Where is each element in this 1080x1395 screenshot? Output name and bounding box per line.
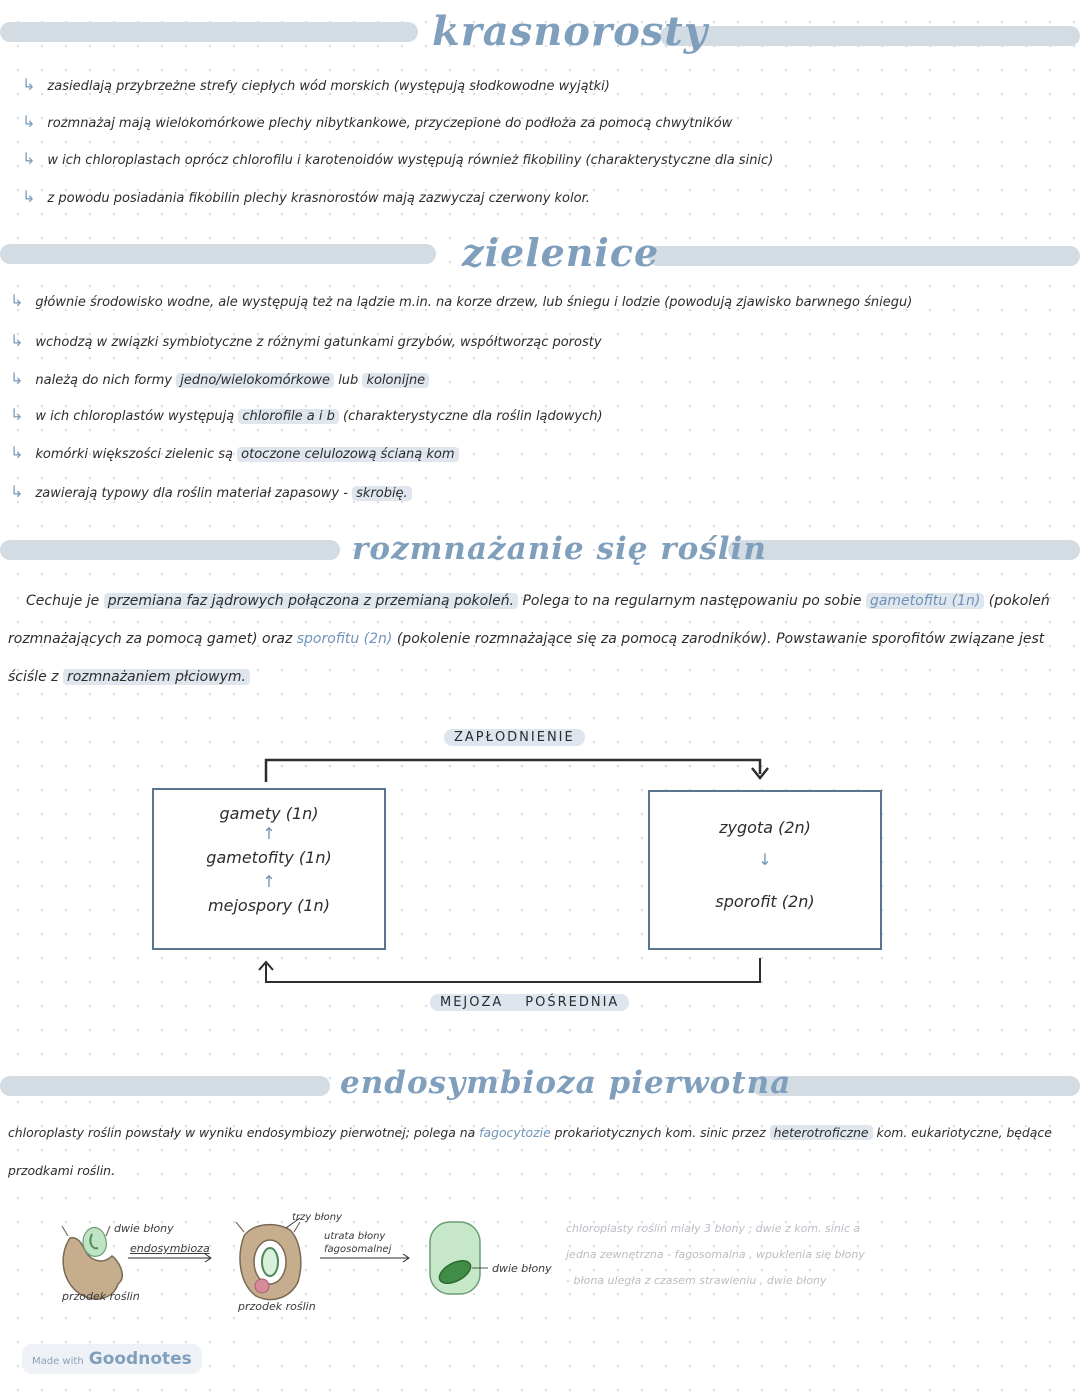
fig3-label-dwie-blony: dwie błony (492, 1262, 552, 1275)
list-item: ↳ z powodu posiadania fikobilin plechy krasnorostów mają zazwyczaj czerwony kolor. (22, 187, 590, 206)
note-chloroplasty: chloroplasty roślin miały 3 błony ; dwie z kom. sinic a jedna zewnętrzna - fagosomalna , wpuklenia się błony - błona uległa z czasem strawieniu , dwie błony (566, 1222, 865, 1287)
return-arrow-icon: ↳ (22, 149, 36, 168)
fig2-label-trzy-blony: trzy błony (292, 1212, 342, 1223)
list-item: ↳ w ich chloroplastów występują chlorofile a i b (charakterystyczne dla roślin lądowych) (10, 405, 603, 424)
section-title-zielenice: zielenice (462, 230, 660, 275)
return-arrow-icon: ↳ (10, 443, 24, 462)
return-arrow-icon: ↳ (10, 482, 24, 501)
highlight: heterotroficzne (770, 1125, 873, 1140)
return-arrow-icon: ↳ (22, 112, 36, 131)
section-title-krasnorosty: krasnorosty (432, 8, 708, 55)
cell-ancestor-1 (62, 1226, 122, 1299)
return-arrow-icon: ↳ (10, 291, 24, 310)
fig1-label-dwie-blony: dwie błony (114, 1222, 174, 1235)
fig1-label-endosymbioza: endosymbioza (130, 1242, 210, 1255)
goodnotes-badge: Made with Goodnotes (22, 1344, 202, 1374)
return-arrow-icon: ↳ (22, 75, 36, 94)
list-item: ↳ głównie środowisko wodne, ale występują też na lądzie m.in. na korze drzew, lub śniegu i lodzie (powodują zjawisko barwnego śniegu) (10, 291, 913, 310)
list-item: ↳ komórki większości zielenic są otoczone celulozową ścianą kom (10, 444, 459, 464)
return-arrow-icon: ↳ (10, 405, 24, 424)
return-arrow-icon: ↳ (10, 331, 24, 350)
paragraph-rozmnazanie: Cechuje je przemiana faz jądrowych połączona z przemianą pokoleń. Polega to na regularnym następowaniu po sobie gametofitu (1n) (pokoleń rozmnażających za pomocą gamet) oraz sporofitu (2n) (pokolenie rozmnażające się za pomocą zarodników). Powstawanie sporofitów związane jest ściśle z rozmnażaniem płciowym. (8, 593, 1050, 685)
highlight: otoczone celulozową ścianą kom (237, 447, 458, 462)
fig2-caption: przodek roślin (238, 1300, 316, 1313)
box-haploid: gamety (1n) ↑ gametofity (1n) ↑ mejospory (1n) (152, 788, 386, 950)
list-item: ↳ wchodzą w związki symbiotyczne z różnymi gatunkami grzybów, współtworząc porosty (10, 331, 602, 350)
section-title-rozmnazanie: rozmnażanie się roślin (352, 531, 767, 567)
highlight: jedno/wielokomórkowe (176, 373, 334, 388)
cell-ancestor-2 (236, 1222, 301, 1300)
cell-plant (430, 1222, 480, 1294)
list-item: ↳ w ich chloroplastach oprócz chlorofilu i karotenoidów występują również fikobiliny (charakterystyczne dla sinic) (22, 149, 774, 168)
fig1-caption: przodek roślin (62, 1290, 140, 1303)
paragraph-endosymbioza: chloroplasty roślin powstały w wyniku endosymbiozy pierwotnej; polega na fagocytozie prokariotycznych kom. sinic przez heterotroficzne kom. eukariotyczne, będące przodkami roślin. (8, 1125, 1052, 1178)
highlight: chlorofile a i b (238, 409, 339, 424)
label-mejoza: MEJOZA POŚREDNIA (430, 994, 629, 1011)
fig2-label-utrata: utrata błony fagosomalnej (324, 1231, 392, 1255)
highlight: kolonijne (362, 373, 429, 388)
list-item: ↳ zawierają typowy dla roślin materiał zapasowy - skrobię. (10, 483, 412, 503)
label-zaplodnienie: ZAPŁODNIENIE (444, 729, 585, 746)
highlight: gametofitu (1n) (866, 593, 984, 609)
list-item: ↳ zasiedlają przybrzeżne strefy ciepłych wód morskich (występują słodkowodne wyjątki) (22, 75, 610, 94)
return-arrow-icon: ↳ (10, 369, 24, 388)
highlight: rozmnażaniem płciowym. (63, 669, 250, 685)
section-title-endosymbioza: endosymbioza pierwotna (340, 1065, 792, 1101)
box-diploid: zygota (2n) ↓ sporofit (2n) (648, 790, 882, 950)
highlight: skrobię. (352, 486, 412, 501)
list-item: ↳ rozmnażaj mają wielokomórkowe plechy nibytkankowe, przyczepione do podłoża za pomocą chwytników (22, 112, 733, 131)
highlight: przemiana faz jądrowych połączona z przemianą pokoleń. (104, 593, 518, 609)
list-item: ↳ należą do nich formy jedno/wielokomórkowe lub kolonijne (10, 370, 429, 390)
return-arrow-icon: ↳ (22, 187, 36, 206)
